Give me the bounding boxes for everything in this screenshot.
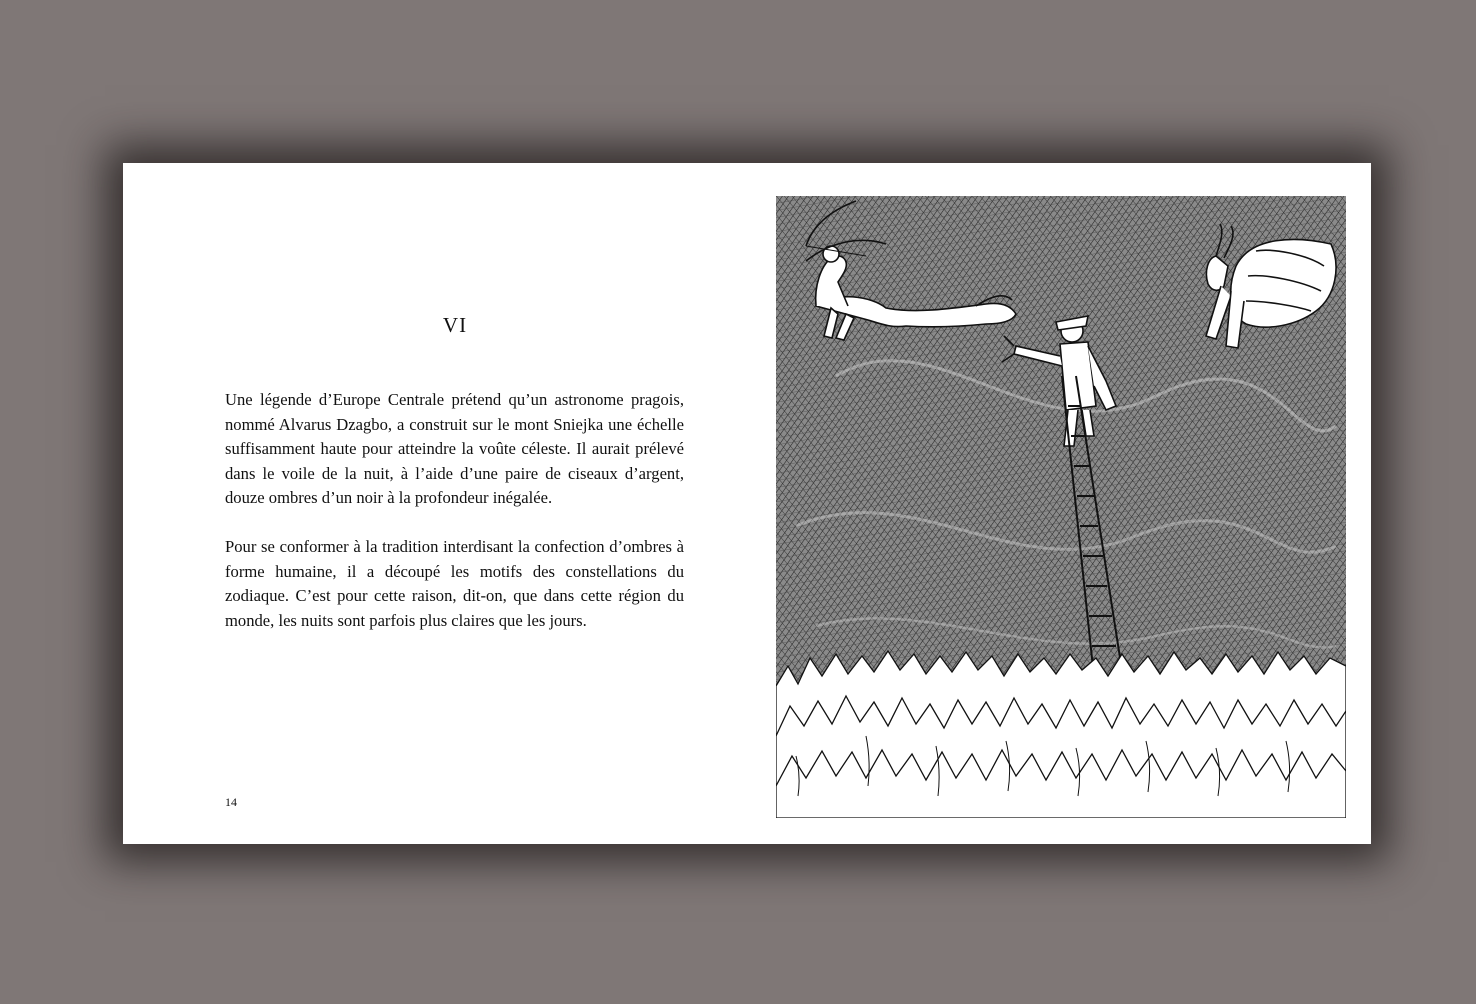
paragraph-1: Une légende d’Europe Centrale prétend qu’un astronome pragois, nommé Alvarus Dzagbo, a construit sur le mont Sniejka une échelle suffisamment haute pour atteindre la voûte céleste. Il aurait prélevé dans le voile de la nuit, à l’aide d’une paire de ciseaux d’argent, douze ombres d’un noir à la profondeur inégalée. xyxy=(225,390,684,507)
illustration-svg xyxy=(776,196,1346,818)
chapter-heading: VI xyxy=(442,313,468,337)
illustration xyxy=(776,196,1346,818)
mountain-range xyxy=(776,651,1346,818)
right-page xyxy=(747,163,1371,844)
paragraph-2: Pour se conformer à la tradition interdisant la confection d’ombres à forme humaine, il a découpé les motifs des constellations du zodiaque. C’est pour cette raison, dit-on, que dans cette région du monde, les nuits sont parfois plus claires que les jours. xyxy=(225,537,684,630)
left-page xyxy=(123,163,747,844)
body-text xyxy=(225,388,684,658)
page-number: 14 xyxy=(225,795,237,809)
book-spread xyxy=(123,163,1371,844)
